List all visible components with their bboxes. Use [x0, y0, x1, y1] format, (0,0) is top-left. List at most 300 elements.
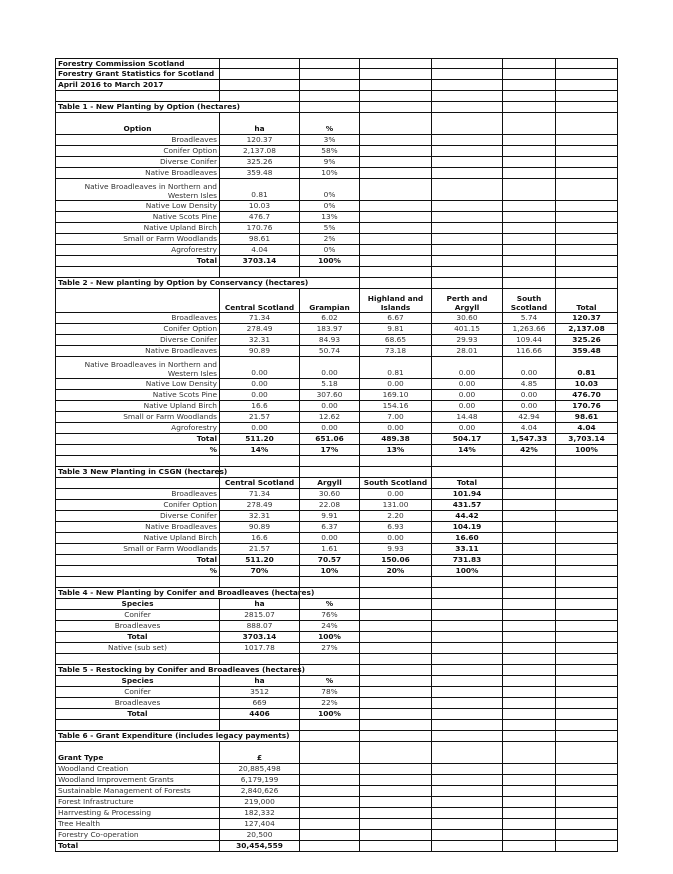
amount-value[interactable]: 2,840,626: [220, 786, 300, 797]
value-cell[interactable]: 2.20: [360, 511, 432, 522]
cell[interactable]: [220, 577, 300, 588]
cell[interactable]: [556, 179, 618, 201]
amount-value[interactable]: 182,332: [220, 808, 300, 819]
cell[interactable]: [360, 234, 432, 245]
value-cell[interactable]: 98.61: [556, 412, 618, 423]
value-cell[interactable]: 71.34: [220, 489, 300, 500]
cell[interactable]: [556, 511, 618, 522]
cell[interactable]: [432, 819, 503, 830]
cell[interactable]: [556, 533, 618, 544]
cell[interactable]: [503, 643, 556, 654]
cell[interactable]: [360, 819, 432, 830]
cell[interactable]: [556, 234, 618, 245]
ha-value[interactable]: 325.26: [220, 157, 300, 168]
ha-value[interactable]: 3512: [220, 687, 300, 698]
cell[interactable]: [503, 212, 556, 223]
cell[interactable]: [556, 676, 618, 687]
value-cell[interactable]: 16.60: [432, 533, 503, 544]
cell[interactable]: [432, 157, 503, 168]
option-label[interactable]: Broadleaves: [55, 135, 220, 146]
pct-value[interactable]: 3%: [300, 135, 360, 146]
option-label[interactable]: Diverse Conifer: [55, 511, 220, 522]
option-label[interactable]: Small or Farm Woodlands: [55, 234, 220, 245]
cell[interactable]: [556, 665, 618, 676]
value-cell[interactable]: 42.94: [503, 412, 556, 423]
option-label[interactable]: Broadleaves: [55, 489, 220, 500]
value-cell[interactable]: 73.18: [360, 346, 432, 357]
total-value[interactable]: 504.17: [432, 434, 503, 445]
cell[interactable]: [556, 58, 618, 69]
value-cell[interactable]: 0.00: [432, 423, 503, 434]
pct-value[interactable]: 5%: [300, 223, 360, 234]
cell[interactable]: [55, 289, 220, 313]
species-label[interactable]: Broadleaves: [55, 621, 220, 632]
value-cell[interactable]: 0.00: [220, 390, 300, 401]
cell[interactable]: [220, 467, 300, 478]
cell[interactable]: [503, 819, 556, 830]
cell[interactable]: [556, 456, 618, 467]
value-cell[interactable]: 0.00: [300, 357, 360, 379]
cell[interactable]: [503, 698, 556, 709]
pct-value[interactable]: 0%: [300, 201, 360, 212]
cell[interactable]: [503, 157, 556, 168]
cell[interactable]: [503, 544, 556, 555]
cell[interactable]: [360, 278, 432, 289]
cell[interactable]: [556, 654, 618, 665]
cell[interactable]: [55, 91, 220, 102]
cell[interactable]: [556, 146, 618, 157]
cell[interactable]: [360, 267, 432, 278]
value-cell[interactable]: 4.85: [503, 379, 556, 390]
cell[interactable]: [432, 797, 503, 808]
cell[interactable]: [300, 467, 360, 478]
cell[interactable]: [503, 533, 556, 544]
cell[interactable]: [556, 841, 618, 852]
cell[interactable]: [503, 764, 556, 775]
cell[interactable]: [55, 577, 220, 588]
option-label[interactable]: Native Broadleaves: [55, 522, 220, 533]
cell[interactable]: [220, 58, 300, 69]
pct-label[interactable]: %: [55, 566, 220, 577]
cell[interactable]: [55, 267, 220, 278]
value-cell[interactable]: 9.81: [360, 324, 432, 335]
cell[interactable]: [432, 709, 503, 720]
cell[interactable]: [556, 267, 618, 278]
option-label[interactable]: Diverse Conifer: [55, 157, 220, 168]
col-header[interactable]: %: [300, 113, 360, 135]
option-label[interactable]: Native Broadleaves: [55, 168, 220, 179]
option-label[interactable]: Native Broadleaves in Northern and Western Isles: [55, 357, 220, 379]
cell[interactable]: [432, 775, 503, 786]
value-cell[interactable]: 0.00: [300, 423, 360, 434]
value-cell[interactable]: 1.61: [300, 544, 360, 555]
value-cell[interactable]: 9.91: [300, 511, 360, 522]
option-label[interactable]: Agroforestry: [55, 423, 220, 434]
option-label[interactable]: Diverse Conifer: [55, 335, 220, 346]
value-cell[interactable]: 21.57: [220, 412, 300, 423]
species-label[interactable]: Broadleaves: [55, 698, 220, 709]
cell[interactable]: [503, 511, 556, 522]
col-header[interactable]: %: [300, 599, 360, 610]
cell[interactable]: [300, 808, 360, 819]
pct-value[interactable]: 100%: [432, 566, 503, 577]
cell[interactable]: [300, 102, 360, 113]
cell[interactable]: [432, 599, 503, 610]
total-value[interactable]: 3,703.14: [556, 434, 618, 445]
pct-value[interactable]: 9%: [300, 157, 360, 168]
cell[interactable]: [300, 577, 360, 588]
total-value[interactable]: 511.20: [220, 555, 300, 566]
pct-value[interactable]: 2%: [300, 234, 360, 245]
cell[interactable]: [556, 278, 618, 289]
cell[interactable]: [503, 500, 556, 511]
cell[interactable]: [503, 201, 556, 212]
cell[interactable]: [556, 599, 618, 610]
amount-value[interactable]: 20,500: [220, 830, 300, 841]
value-cell[interactable]: 120.37: [556, 313, 618, 324]
cell[interactable]: [503, 577, 556, 588]
pct-value[interactable]: 17%: [300, 445, 360, 456]
col-header[interactable]: Species: [55, 676, 220, 687]
cell[interactable]: [432, 841, 503, 852]
cell[interactable]: [503, 599, 556, 610]
cell[interactable]: [360, 632, 432, 643]
cell[interactable]: [556, 698, 618, 709]
total-pct[interactable]: 100%: [300, 632, 360, 643]
value-cell[interactable]: 12.62: [300, 412, 360, 423]
cell[interactable]: [220, 456, 300, 467]
cell[interactable]: [360, 698, 432, 709]
cell[interactable]: [300, 654, 360, 665]
cell[interactable]: [432, 245, 503, 256]
cell[interactable]: [432, 808, 503, 819]
cell[interactable]: [300, 775, 360, 786]
amount-value[interactable]: 127,404: [220, 819, 300, 830]
option-label[interactable]: Native Low Density: [55, 201, 220, 212]
table5-title[interactable]: Table 5 - Restocking by Conifer and Broadleaves (hectares): [55, 665, 300, 676]
cell[interactable]: [556, 489, 618, 500]
pct-label[interactable]: %: [55, 445, 220, 456]
cell[interactable]: [432, 665, 503, 676]
cell[interactable]: [432, 212, 503, 223]
table6-title[interactable]: Table 6 - Grant Expenditure (includes legacy payments): [55, 731, 300, 742]
cell[interactable]: [503, 478, 556, 489]
cell[interactable]: [360, 69, 432, 80]
cell[interactable]: [503, 610, 556, 621]
cell[interactable]: [556, 830, 618, 841]
option-label[interactable]: Native Low Density: [55, 379, 220, 390]
value-cell[interactable]: 170.76: [556, 401, 618, 412]
cell[interactable]: [556, 157, 618, 168]
cell[interactable]: [432, 113, 503, 135]
cell[interactable]: [503, 841, 556, 852]
cell[interactable]: [503, 80, 556, 91]
title-line-2[interactable]: Forestry Grant Statistics for Scotland: [55, 69, 220, 80]
cell[interactable]: [432, 223, 503, 234]
cell[interactable]: [556, 610, 618, 621]
table1-title[interactable]: Table 1 - New Planting by Option (hectares): [55, 102, 300, 113]
value-cell[interactable]: 0.00: [220, 357, 300, 379]
col-header[interactable]: Perth and Argyll: [432, 289, 503, 313]
cell[interactable]: [432, 676, 503, 687]
total-pct[interactable]: 100%: [300, 256, 360, 267]
cell[interactable]: [300, 786, 360, 797]
cell[interactable]: [300, 665, 360, 676]
cell[interactable]: [432, 610, 503, 621]
cell[interactable]: [503, 632, 556, 643]
cell[interactable]: [503, 720, 556, 731]
ha-value[interactable]: 2815.07: [220, 610, 300, 621]
cell[interactable]: [300, 731, 360, 742]
cell[interactable]: [432, 146, 503, 157]
cell[interactable]: [556, 808, 618, 819]
cell[interactable]: [556, 135, 618, 146]
cell[interactable]: [360, 687, 432, 698]
pct-value[interactable]: 76%: [300, 610, 360, 621]
cell[interactable]: [360, 665, 432, 676]
cell[interactable]: [432, 643, 503, 654]
value-cell[interactable]: 21.57: [220, 544, 300, 555]
ha-value[interactable]: 4.04: [220, 245, 300, 256]
value-cell[interactable]: 169.10: [360, 390, 432, 401]
total-label[interactable]: Total: [55, 434, 220, 445]
col-header[interactable]: ha: [220, 676, 300, 687]
pct-value[interactable]: 10%: [300, 168, 360, 179]
total-ha[interactable]: 4406: [220, 709, 300, 720]
cell[interactable]: [556, 720, 618, 731]
cell[interactable]: [556, 643, 618, 654]
value-cell[interactable]: 28.01: [432, 346, 503, 357]
value-cell[interactable]: 0.00: [300, 533, 360, 544]
cell[interactable]: [556, 709, 618, 720]
grant-type-label[interactable]: Forest Infrastructure: [55, 797, 220, 808]
col-header[interactable]: Argyll: [300, 478, 360, 489]
cell[interactable]: [220, 720, 300, 731]
cell[interactable]: [556, 786, 618, 797]
value-cell[interactable]: 68.65: [360, 335, 432, 346]
cell[interactable]: [360, 102, 432, 113]
cell[interactable]: [360, 830, 432, 841]
cell[interactable]: [360, 212, 432, 223]
col-header[interactable]: %: [300, 676, 360, 687]
cell[interactable]: [556, 588, 618, 599]
grant-type-label[interactable]: Sustainable Management of Forests: [55, 786, 220, 797]
total-value[interactable]: 731.83: [432, 555, 503, 566]
cell[interactable]: [360, 808, 432, 819]
cell[interactable]: [360, 621, 432, 632]
ha-value[interactable]: 170.76: [220, 223, 300, 234]
cell[interactable]: [556, 91, 618, 102]
option-label[interactable]: Native Scots Pine: [55, 390, 220, 401]
cell[interactable]: [432, 742, 503, 764]
cell[interactable]: [55, 456, 220, 467]
cell[interactable]: [220, 654, 300, 665]
value-cell[interactable]: 84.93: [300, 335, 360, 346]
cell[interactable]: [220, 80, 300, 91]
col-header[interactable]: Central Scotland: [220, 478, 300, 489]
col-header[interactable]: Option: [55, 113, 220, 135]
value-cell[interactable]: 183.97: [300, 324, 360, 335]
pct-value[interactable]: 20%: [360, 566, 432, 577]
value-cell[interactable]: 32.31: [220, 335, 300, 346]
cell[interactable]: [300, 720, 360, 731]
amount-value[interactable]: 6,179,199: [220, 775, 300, 786]
col-header[interactable]: Total: [432, 478, 503, 489]
cell[interactable]: [360, 709, 432, 720]
option-label[interactable]: Native Broadleaves: [55, 346, 220, 357]
cell[interactable]: [556, 687, 618, 698]
native-label[interactable]: Native (sub set): [55, 643, 220, 654]
pct-value[interactable]: 58%: [300, 146, 360, 157]
cell[interactable]: [360, 775, 432, 786]
cell[interactable]: [503, 69, 556, 80]
col-header[interactable]: South Scotland: [360, 478, 432, 489]
value-cell[interactable]: 154.16: [360, 401, 432, 412]
value-cell[interactable]: 278.49: [220, 500, 300, 511]
cell[interactable]: [556, 577, 618, 588]
total-value[interactable]: 489.38: [360, 434, 432, 445]
total-value[interactable]: 150.06: [360, 555, 432, 566]
cell[interactable]: [360, 720, 432, 731]
cell[interactable]: [556, 764, 618, 775]
cell[interactable]: [556, 245, 618, 256]
col-header[interactable]: South Scotland: [503, 289, 556, 313]
value-cell[interactable]: 0.00: [360, 489, 432, 500]
cell[interactable]: [360, 201, 432, 212]
value-cell[interactable]: 32.31: [220, 511, 300, 522]
total-ha[interactable]: 3703.14: [220, 632, 300, 643]
cell[interactable]: [360, 146, 432, 157]
cell[interactable]: [360, 113, 432, 135]
cell[interactable]: [360, 168, 432, 179]
value-cell[interactable]: 5.18: [300, 379, 360, 390]
cell[interactable]: [503, 775, 556, 786]
total-label[interactable]: Total: [55, 555, 220, 566]
cell[interactable]: [360, 654, 432, 665]
col-header[interactable]: ha: [220, 599, 300, 610]
cell[interactable]: [503, 256, 556, 267]
amount-value[interactable]: 20,885,498: [220, 764, 300, 775]
value-cell[interactable]: 0.00: [503, 390, 556, 401]
cell[interactable]: [503, 797, 556, 808]
cell[interactable]: [556, 201, 618, 212]
pct-value[interactable]: 42%: [503, 445, 556, 456]
cell[interactable]: [360, 467, 432, 478]
total-label[interactable]: Total: [55, 632, 220, 643]
cell[interactable]: [300, 58, 360, 69]
pct-value[interactable]: 24%: [300, 621, 360, 632]
cell[interactable]: [360, 841, 432, 852]
total-value[interactable]: 70.57: [300, 555, 360, 566]
cell[interactable]: [432, 69, 503, 80]
cell[interactable]: [432, 720, 503, 731]
cell[interactable]: [360, 256, 432, 267]
value-cell[interactable]: 33.11: [432, 544, 503, 555]
cell[interactable]: [432, 467, 503, 478]
cell[interactable]: [503, 102, 556, 113]
cell[interactable]: [556, 742, 618, 764]
cell[interactable]: [556, 102, 618, 113]
cell[interactable]: [55, 654, 220, 665]
value-cell[interactable]: 7.00: [360, 412, 432, 423]
grant-type-label[interactable]: Woodland Creation: [55, 764, 220, 775]
cell[interactable]: [503, 731, 556, 742]
cell[interactable]: [300, 91, 360, 102]
value-cell[interactable]: 0.00: [432, 379, 503, 390]
col-header[interactable]: Highland and Islands: [360, 289, 432, 313]
native-pct[interactable]: 27%: [300, 643, 360, 654]
value-cell[interactable]: 307.60: [300, 390, 360, 401]
pct-value[interactable]: 0%: [300, 179, 360, 201]
value-cell[interactable]: 29.93: [432, 335, 503, 346]
value-cell[interactable]: 1,263.66: [503, 324, 556, 335]
cell[interactable]: [432, 80, 503, 91]
cell[interactable]: [432, 687, 503, 698]
cell[interactable]: [432, 456, 503, 467]
cell[interactable]: [360, 588, 432, 599]
value-cell[interactable]: 14.48: [432, 412, 503, 423]
cell[interactable]: [360, 764, 432, 775]
cell[interactable]: [503, 621, 556, 632]
cell[interactable]: [360, 643, 432, 654]
cell[interactable]: [360, 135, 432, 146]
cell[interactable]: [300, 841, 360, 852]
value-cell[interactable]: 2,137.08: [556, 324, 618, 335]
total-pct[interactable]: 100%: [300, 709, 360, 720]
option-label[interactable]: Conifer Option: [55, 324, 220, 335]
cell[interactable]: [503, 830, 556, 841]
cell[interactable]: [432, 256, 503, 267]
cell[interactable]: [432, 764, 503, 775]
cell[interactable]: [432, 632, 503, 643]
cell[interactable]: [556, 478, 618, 489]
cell[interactable]: [503, 566, 556, 577]
cell[interactable]: [360, 91, 432, 102]
cell[interactable]: [360, 599, 432, 610]
pct-value[interactable]: 13%: [300, 212, 360, 223]
cell[interactable]: [503, 146, 556, 157]
cell[interactable]: [503, 135, 556, 146]
cell[interactable]: [503, 808, 556, 819]
cell[interactable]: [360, 223, 432, 234]
cell[interactable]: [503, 786, 556, 797]
value-cell[interactable]: 0.81: [556, 357, 618, 379]
cell[interactable]: [556, 212, 618, 223]
cell[interactable]: [300, 764, 360, 775]
col-header[interactable]: Central Scotland: [220, 289, 300, 313]
cell[interactable]: [503, 555, 556, 566]
cell[interactable]: [503, 687, 556, 698]
option-label[interactable]: Native Scots Pine: [55, 212, 220, 223]
value-cell[interactable]: 116.66: [503, 346, 556, 357]
cell[interactable]: [300, 830, 360, 841]
cell[interactable]: [300, 742, 360, 764]
cell[interactable]: [360, 157, 432, 168]
value-cell[interactable]: 0.00: [220, 423, 300, 434]
col-header[interactable]: Total: [556, 289, 618, 313]
value-cell[interactable]: 4.04: [556, 423, 618, 434]
cell[interactable]: [220, 267, 300, 278]
cell[interactable]: [360, 676, 432, 687]
value-cell[interactable]: 0.00: [503, 401, 556, 412]
grant-type-label[interactable]: Harrvesting & Processing: [55, 808, 220, 819]
cell[interactable]: [432, 201, 503, 212]
table3-title[interactable]: Table 3 New Planting in CSGN (hectares): [55, 467, 220, 478]
cell[interactable]: [432, 267, 503, 278]
pct-value[interactable]: 10%: [300, 566, 360, 577]
value-cell[interactable]: 90.89: [220, 522, 300, 533]
value-cell[interactable]: 6.37: [300, 522, 360, 533]
